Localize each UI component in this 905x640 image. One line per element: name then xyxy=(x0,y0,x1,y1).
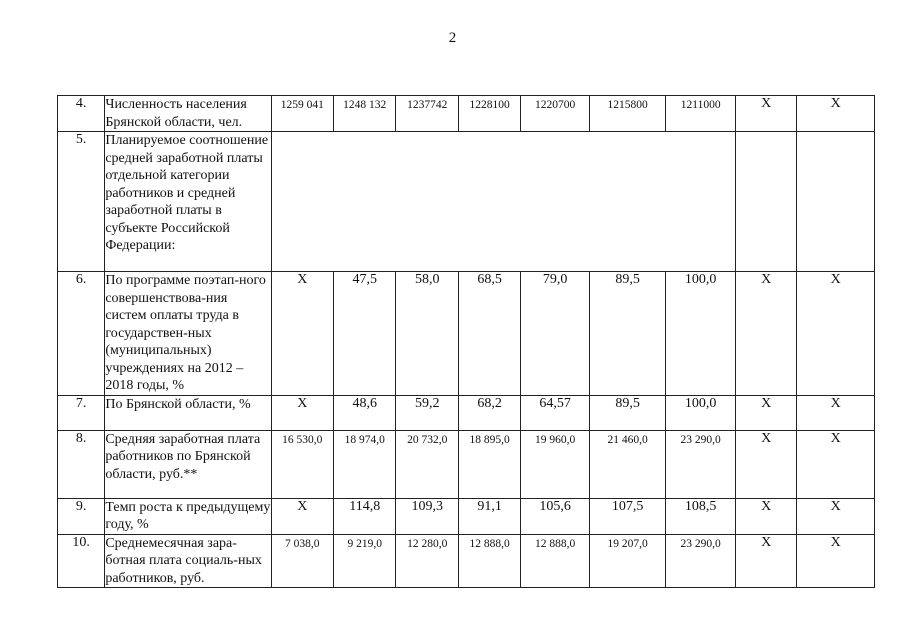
x-mark-cell: X xyxy=(797,395,875,430)
value-cell: 114,8 xyxy=(334,498,396,534)
x-mark-cell: X xyxy=(797,534,875,588)
value-cell: 91,1 xyxy=(458,498,520,534)
x-mark-cell: X xyxy=(735,498,796,534)
value-cell: 100,0 xyxy=(666,395,736,430)
value-cell: 64,57 xyxy=(521,395,590,430)
value-cell: 68,5 xyxy=(458,272,520,396)
x-mark-cell: X xyxy=(735,272,796,396)
table-row xyxy=(58,132,875,272)
table-row xyxy=(58,96,875,132)
value-cell: 108,5 xyxy=(666,498,736,534)
value-cell: 12 888,0 xyxy=(521,534,590,588)
value-cell: 1237742 xyxy=(396,96,458,132)
row-number: 5. xyxy=(58,132,105,272)
row-label: Численность населения Брянской области, чел. xyxy=(105,96,271,132)
value-cell: 1228100 xyxy=(458,96,520,132)
row-number: 9. xyxy=(58,498,105,534)
value-cell: 19 207,0 xyxy=(589,534,666,588)
empty-cell xyxy=(735,132,796,272)
x-mark-cell: X xyxy=(797,96,875,132)
value-cell: 79,0 xyxy=(521,272,590,396)
row-label: По Брянской области, % xyxy=(105,395,271,430)
value-cell: 1215800 xyxy=(589,96,666,132)
value-cell: X xyxy=(271,272,333,396)
value-cell: 20 732,0 xyxy=(396,430,458,498)
row-label: Темп роста к предыдущему году, % xyxy=(105,499,271,532)
row-number: 7. xyxy=(58,395,105,430)
x-mark-cell: X xyxy=(797,430,875,498)
table-row xyxy=(58,498,875,534)
x-mark-cell: X xyxy=(797,498,875,534)
value-cell: 9 219,0 xyxy=(334,534,396,588)
row-number: 10. xyxy=(58,534,105,588)
indicators-table xyxy=(57,95,875,588)
x-mark-cell: X xyxy=(797,272,875,396)
row-label: Средняя заработная плата работников по Брянской области, руб.** xyxy=(105,430,271,498)
value-cell: 89,5 xyxy=(589,272,666,396)
value-cell: 58,0 xyxy=(396,272,458,396)
value-cell: 48,6 xyxy=(334,395,396,430)
value-cell: 1211000 xyxy=(666,96,736,132)
page-number: 2 xyxy=(448,30,457,46)
value-cell: 12 280,0 xyxy=(396,534,458,588)
value-cell: 18 974,0 xyxy=(334,430,396,498)
row-number: 6. xyxy=(58,272,105,396)
row-number: 8. xyxy=(58,430,105,498)
value-cell: 16 530,0 xyxy=(271,430,333,498)
value-cell: 59,2 xyxy=(396,395,458,430)
table-row xyxy=(58,272,875,396)
value-cell: X xyxy=(271,498,333,534)
row-label: По программе поэтап-ного совершенствова-ния систем оплаты труда в государствен-ных (муниципальных) учреждениях на 2012 – 2018 годы, % xyxy=(105,272,271,396)
value-cell: 7 038,0 xyxy=(271,534,333,588)
value-cell: 1259 041 xyxy=(271,96,333,132)
row-label: Планируемое соотношение средней заработной платы отдельной категории работников и средней заработной платы в субъекте Российской Федерации: xyxy=(105,132,271,272)
value-cell: 1248 132 xyxy=(334,96,396,132)
table-row xyxy=(58,534,875,588)
value-cell: 47,5 xyxy=(334,272,396,396)
table-row xyxy=(58,430,875,498)
row-number: 4. xyxy=(58,96,105,132)
value-cell: X xyxy=(271,395,333,430)
value-cell: 68,2 xyxy=(458,395,520,430)
value-cell: 21 460,0 xyxy=(589,430,666,498)
x-mark-cell: X xyxy=(735,430,796,498)
value-cell: 100,0 xyxy=(666,272,736,396)
value-cell: 89,5 xyxy=(589,395,666,430)
row-label: Среднемесячная зара-ботная плата социаль-ных работников, руб. xyxy=(105,534,271,588)
value-cell: 1220700 xyxy=(521,96,590,132)
table-row xyxy=(58,395,875,430)
x-mark-cell: X xyxy=(735,534,796,588)
value-cell: 109,3 xyxy=(396,498,458,534)
empty-cell xyxy=(797,132,875,272)
value-cell: 12 888,0 xyxy=(458,534,520,588)
value-cell: 23 290,0 xyxy=(666,534,736,588)
value-cell: 19 960,0 xyxy=(521,430,590,498)
value-cell: 107,5 xyxy=(589,498,666,534)
empty-merged-cell xyxy=(271,132,735,272)
x-mark-cell: X xyxy=(735,395,796,430)
value-cell: 23 290,0 xyxy=(666,430,736,498)
x-mark-cell: X xyxy=(735,96,796,132)
value-cell: 18 895,0 xyxy=(458,430,520,498)
value-cell: 105,6 xyxy=(521,498,590,534)
